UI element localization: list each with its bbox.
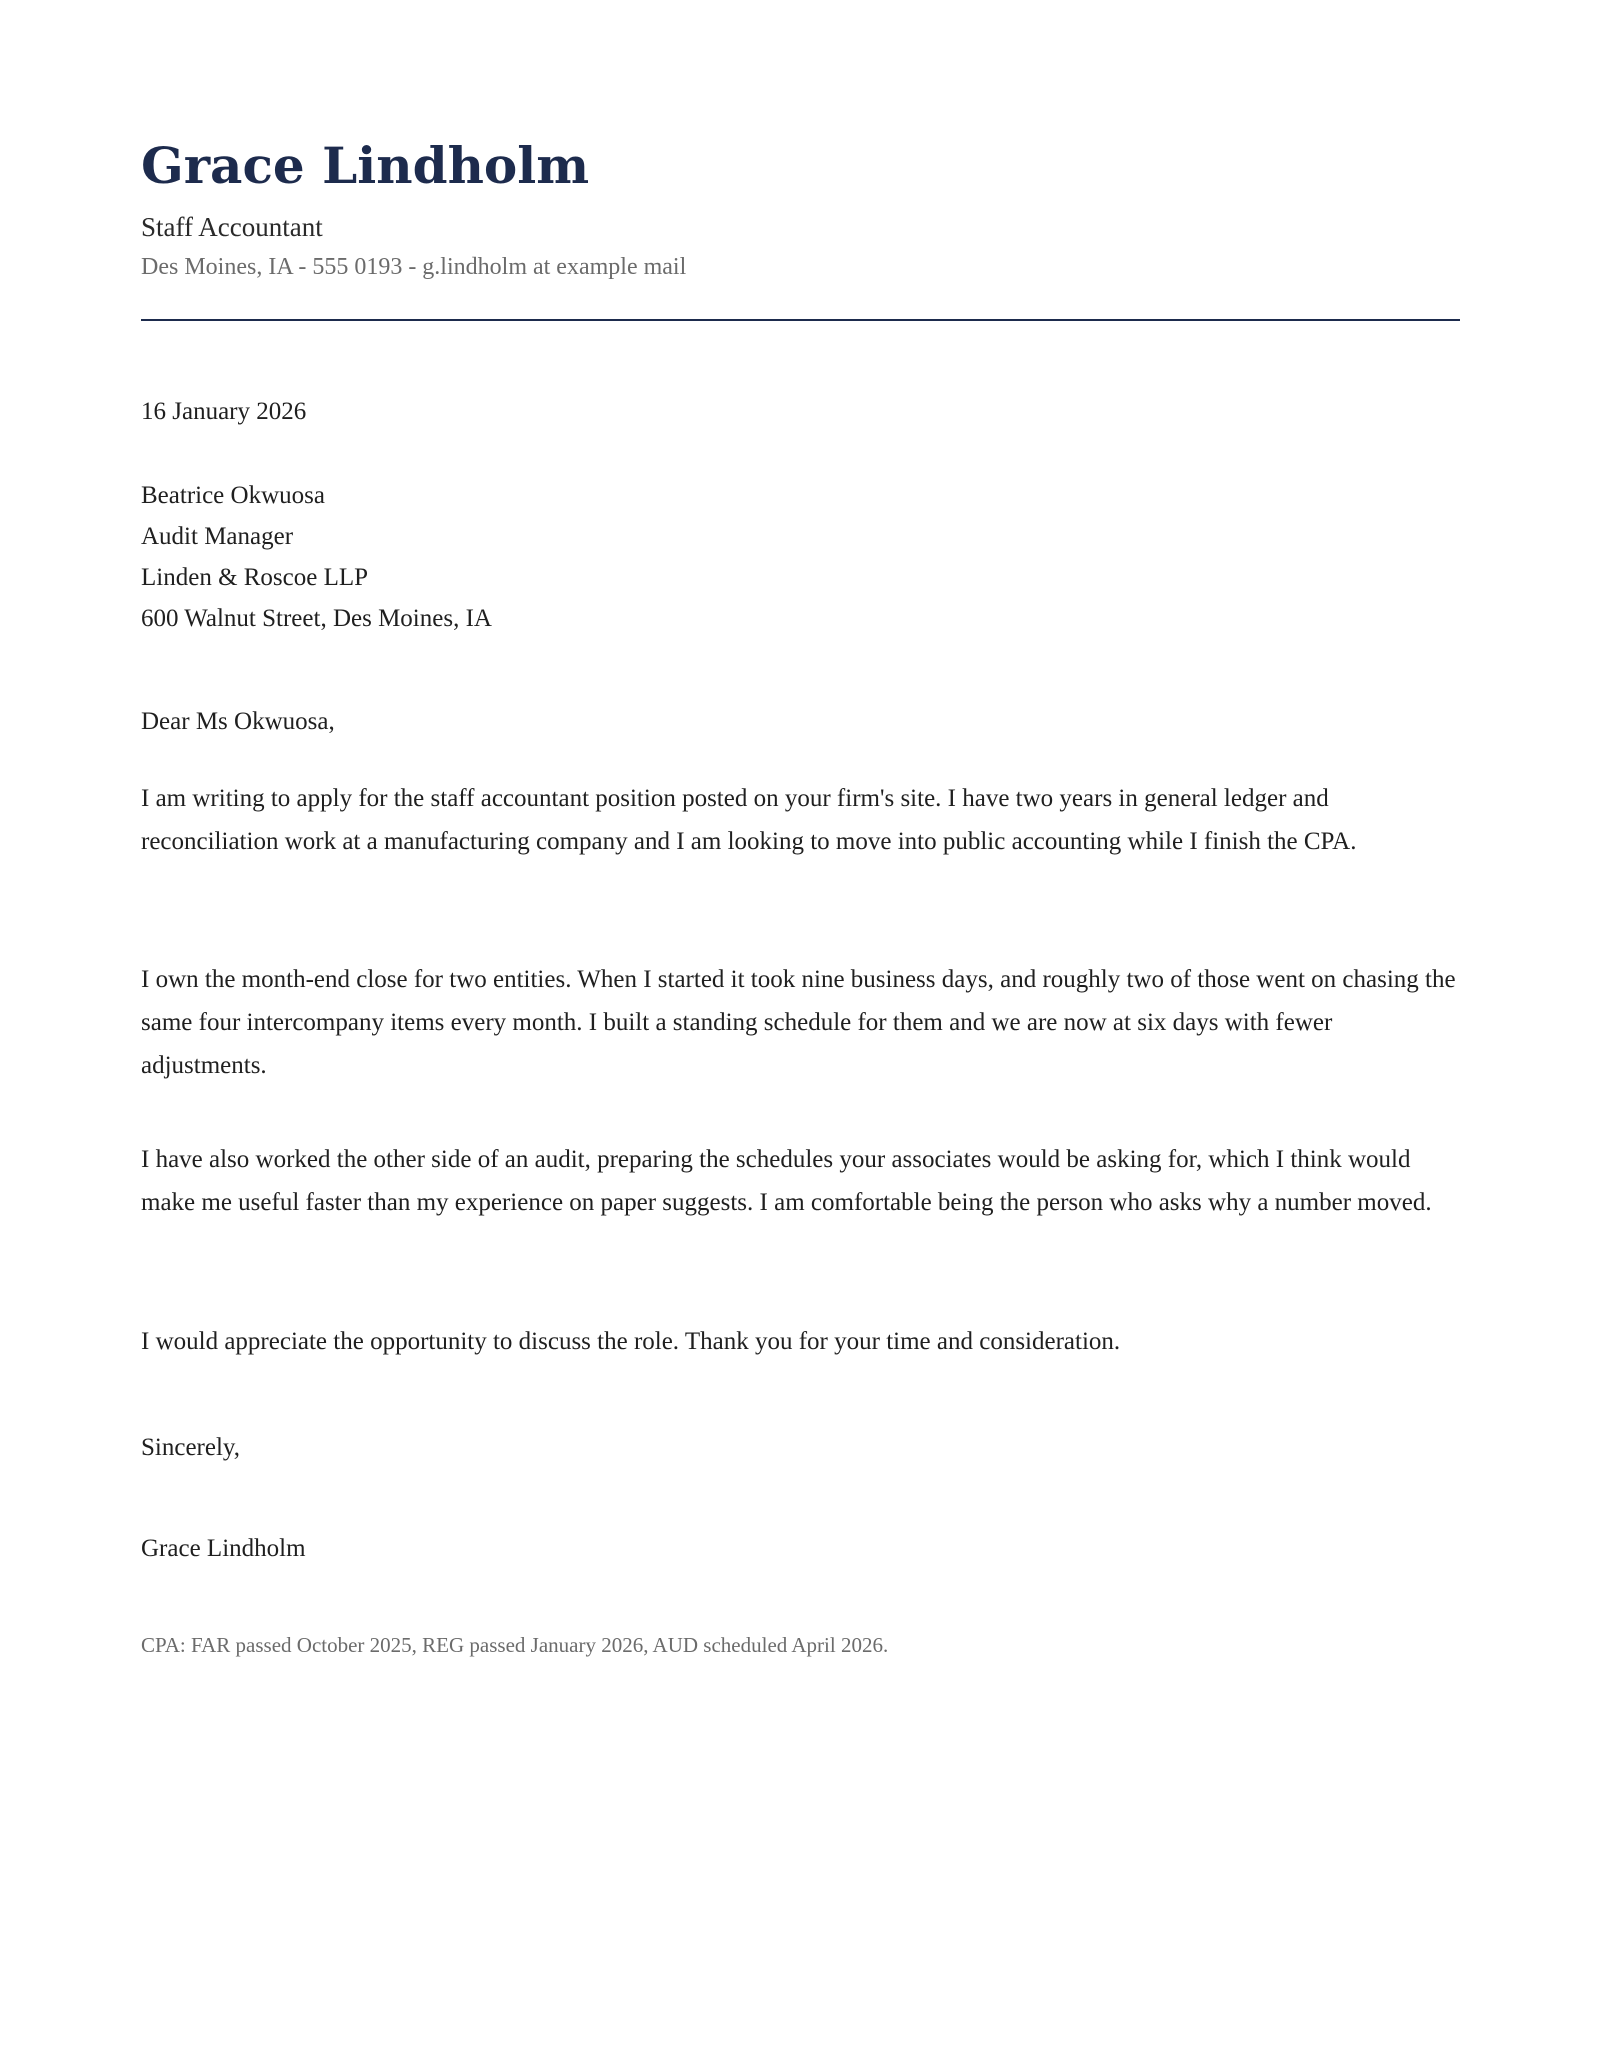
cpa-status-note: CPA: FAR passed October 2025, REG passed January 2026, AUD scheduled April 2026.	[141, 1633, 889, 1657]
recipient-title: Audit Manager	[141, 523, 294, 550]
sender-title: Staff Accountant	[141, 212, 323, 242]
body-paragraph-1: I am writing to apply for the staff accountant position posted on your firm's site. I have two years in general ledger and reconciliation work at a manufacturing company and I am looking to move into public accounting while I finish the CPA.	[141, 785, 1357, 855]
recipient-name: Beatrice Okwuosa	[141, 482, 325, 509]
recipient-block	[141, 475, 492, 639]
greeting: Dear Ms Okwuosa,	[141, 708, 335, 735]
letter-date: 16 January 2026	[141, 398, 307, 425]
recipient-address: 600 Walnut Street, Des Moines, IA	[141, 605, 492, 632]
recipient-company: Linden & Roscoe LLP	[141, 564, 369, 591]
signature-name: Grace Lindholm	[141, 1535, 306, 1562]
header-divider	[141, 319, 1460, 321]
body-paragraph-3: I have also worked the other side of an audit, preparing the schedules your associates would be asking for, which I think would make me useful faster than my experience on paper suggests. I am comfortable being the person who asks why a number moved.	[141, 1146, 1432, 1216]
sender-name: Grace Lindholm	[141, 136, 590, 195]
body-paragraph-2: I own the month-end close for two entities. When I started it took nine business days, and roughly two of those went on chasing the same four intercompany items every month. I built a standing schedule for them and we are now at six days with fewer adjustments.	[141, 966, 1456, 1079]
body-paragraph-4: I would appreciate the opportunity to discuss the role. Thank you for your time and consideration.	[141, 1328, 1121, 1355]
sender-contact: Des Moines, IA - 555 0193 - g.lindholm at example mail	[141, 254, 687, 280]
closing: Sincerely,	[141, 1434, 241, 1461]
